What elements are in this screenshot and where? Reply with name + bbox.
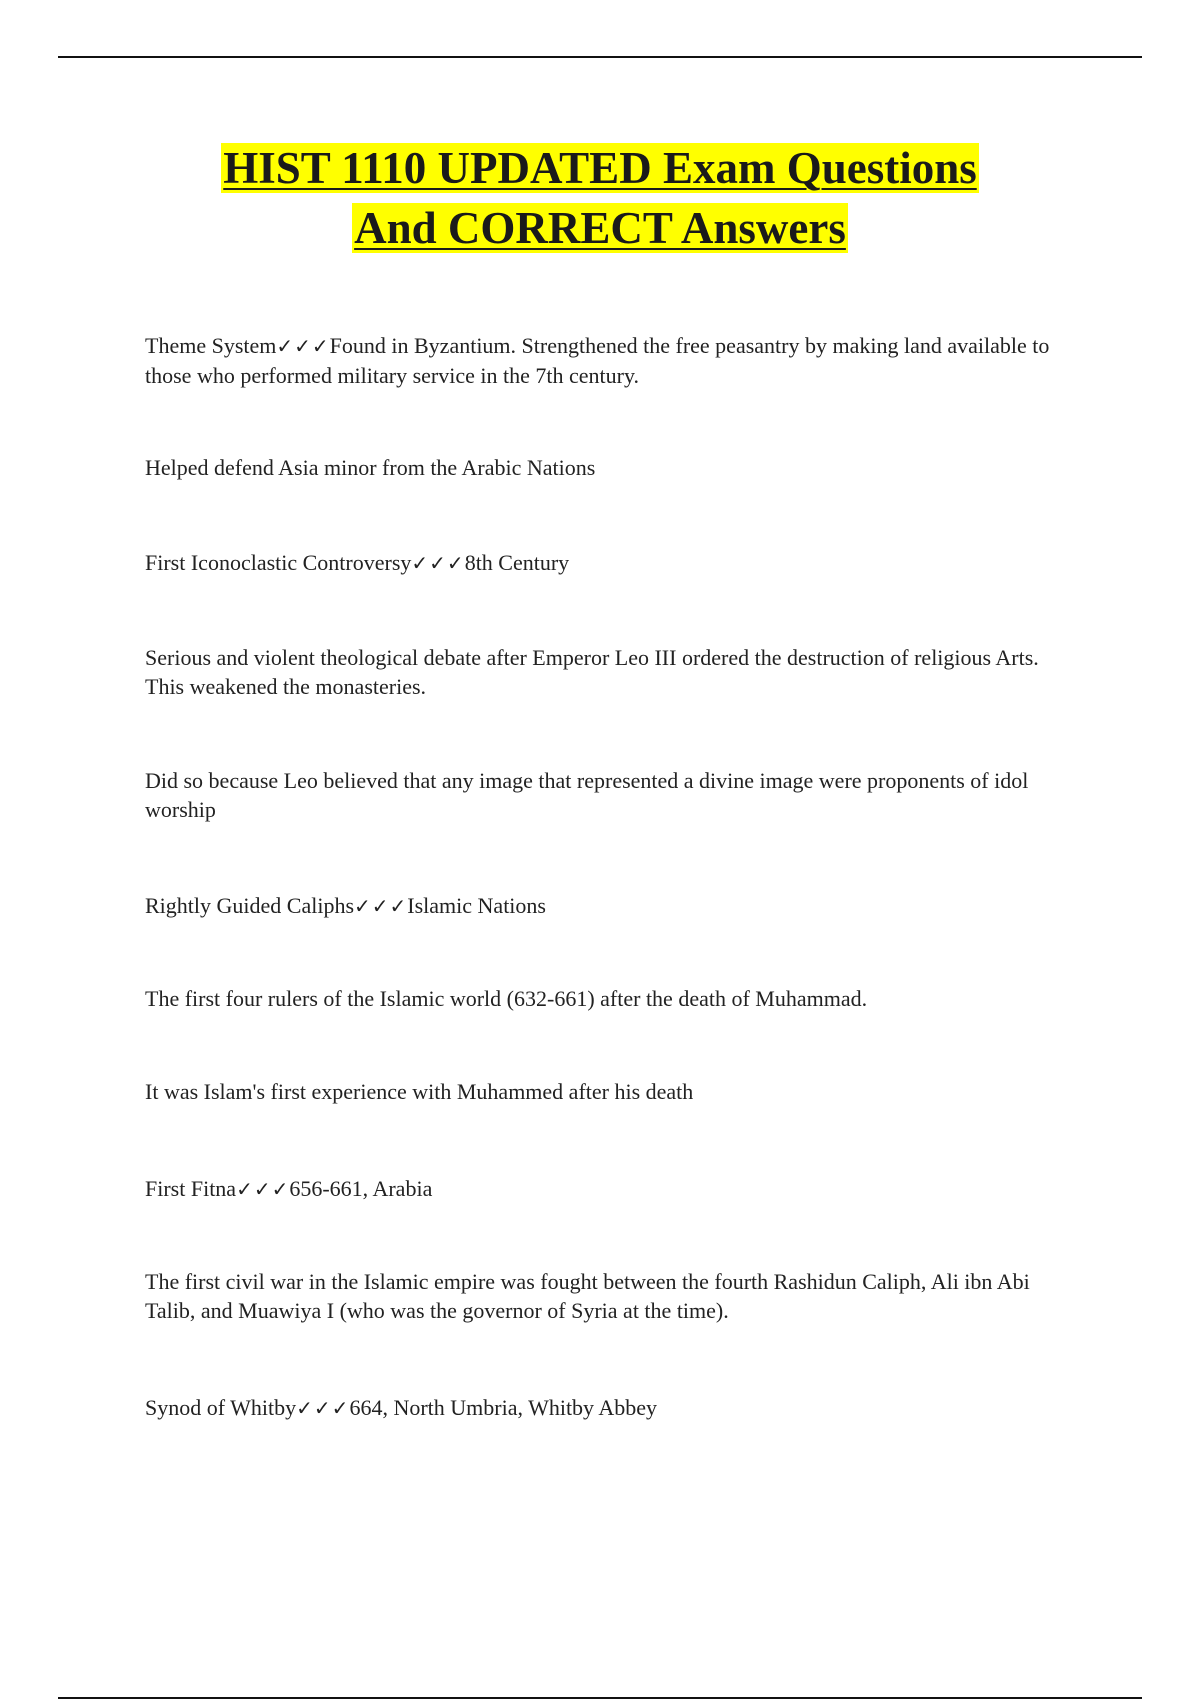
- check-marks-icon: ✓✓✓: [276, 334, 330, 358]
- entry-term: Theme System: [145, 333, 277, 358]
- document-title: [60, 138, 1140, 258]
- title-line-2: And CORRECT Answers: [354, 203, 846, 253]
- entry-synod-of-whitby: [145, 1393, 1065, 1423]
- entry-answer: 8th Century: [464, 550, 570, 575]
- entry-answer: 664, North Umbria, Whitby Abbey: [349, 1395, 657, 1420]
- entry-note: Helped defend Asia minor from the Arabic Nations: [145, 455, 596, 480]
- entry-note: Serious and violent theological debate after Emperor Leo III ordered the destruction of religious Arts. This weakened the monasteries.: [145, 645, 1039, 699]
- footer-rule: [58, 1697, 1142, 1699]
- entry-answer: Found in Byzantium. Strengthened the free peasantry by making land available to those who performed military service in the 7th century.: [145, 333, 1050, 388]
- header-rule: [58, 56, 1142, 58]
- entry-note: Did so because Leo believed that any image that represented a divine image were proponents of idol worship: [145, 768, 1029, 822]
- entry-theme-system: [145, 331, 1065, 390]
- check-marks-icon: ✓✓✓: [236, 1177, 290, 1201]
- entry-term: First Iconoclastic Controversy: [145, 550, 412, 575]
- entry-answer: Islamic Nations: [407, 893, 546, 918]
- check-marks-icon: ✓✓✓: [296, 1396, 350, 1420]
- entry-note: The first four rulers of the Islamic world (632-661) after the death of Muhammad.: [145, 986, 868, 1011]
- entry-term: Rightly Guided Caliphs: [145, 893, 354, 918]
- check-marks-icon: ✓✓✓: [354, 894, 408, 918]
- entry-note: It was Islam's first experience with Muhammed after his death: [145, 1079, 694, 1104]
- entry-note: The first civil war in the Islamic empire was fought between the fourth Rashidun Caliph, Ali ibn Abi Talib, and Muawiya I (who was the governor of Syria at the time).: [145, 1269, 1030, 1323]
- title-line-1: HIST 1110 UPDATED Exam Questions: [223, 143, 977, 193]
- entry-term: First Fitna: [145, 1176, 237, 1201]
- entry-iconoclastic-controversy: [145, 548, 1065, 578]
- entry-first-fitna: [145, 1174, 1065, 1204]
- entry-answer: 656-661, Arabia: [289, 1176, 433, 1201]
- entry-term: Synod of Whitby: [145, 1395, 297, 1420]
- check-marks-icon: ✓✓✓: [411, 551, 465, 575]
- entry-rightly-guided-caliphs: [145, 891, 1065, 921]
